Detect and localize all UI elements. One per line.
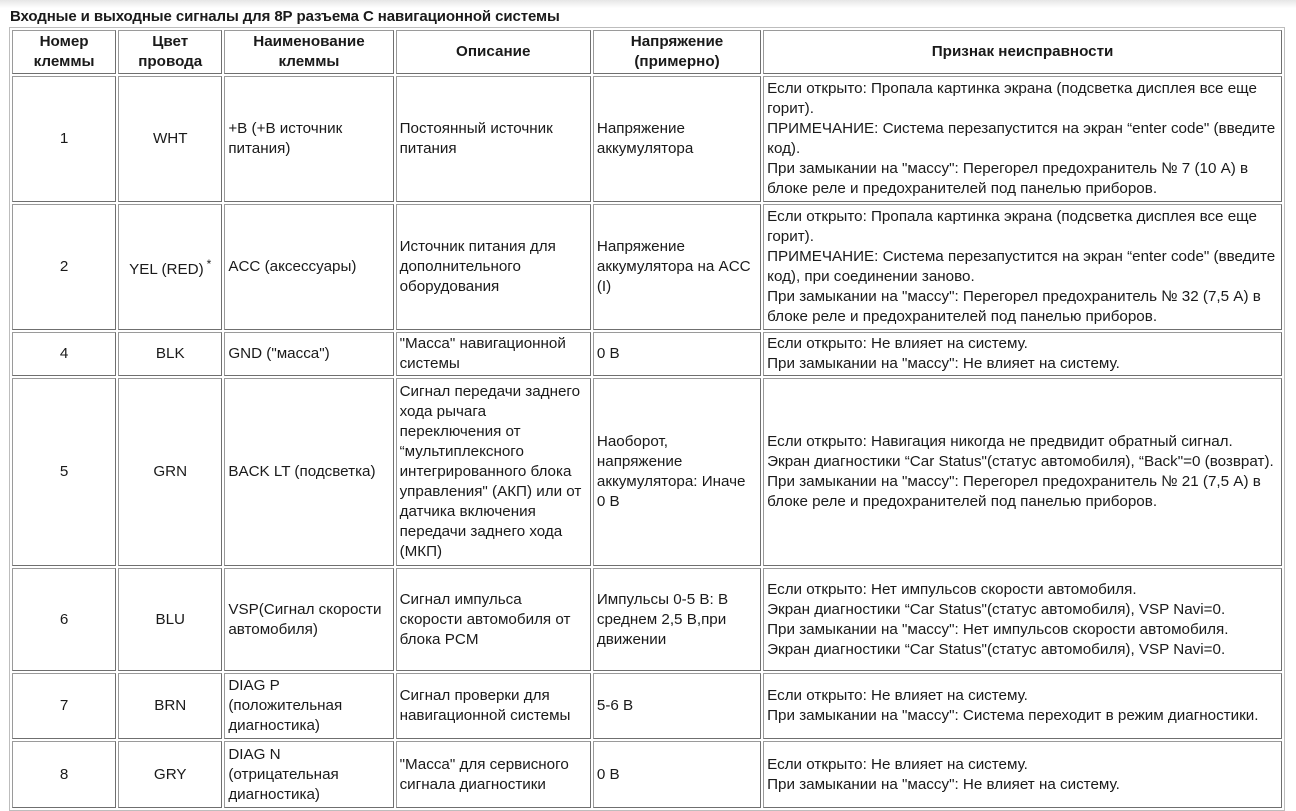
description-text: "Масса" навигационной системы [399,335,566,372]
voltage-cell [593,568,761,671]
fault-line: При замыкании на "массу": Перегорел предохранитель № 7 (10 А) в блоке реле и предохранителей под панелью приборов. [767,160,1249,197]
header-terminal-name [224,30,393,74]
wire-color-cell [118,332,222,376]
terminal-name: DIAG N (отрицательная диагностика) [228,745,339,803]
description-cell [396,741,591,808]
fault-line: При замыкании на "массу": Перегорел предохранитель № 32 (7,5 А) в блоке реле и предохранителей под панелью приборов. [767,288,1261,325]
wire-color: BLK [155,345,185,362]
pin-number: 5 [59,463,69,480]
voltage-text: 0 В [596,765,620,783]
fault-cell [763,673,1282,739]
terminal-name: VSP(Сигнал скорости автомобиля) [228,600,382,638]
fault-cell [763,76,1282,202]
fault-cell [763,204,1282,330]
pin-number-cell [12,741,116,808]
table-row [12,741,1282,808]
fault-cell [763,568,1282,671]
terminal-name-cell [224,76,393,202]
voltage-cell [593,741,761,808]
description-text: Сигнал передачи заднего хода рычага переключения от “мультиплексного интегрированного блока управления" (АКП) или от датчика включения передачи заднего хода (МКП) [399,383,582,560]
pin-number-cell [12,204,116,330]
wire-color-cell [118,378,222,566]
fault-line: Экран диагностики “Car Status"(статус автомобиля), “Back"=0 (возврат). [767,453,1274,470]
fault-line: При замыкании на "массу": Перегорел предохранитель № 21 (7,5 А) в блоке реле и предохранителей под панелью приборов. [767,473,1261,510]
table-row [12,204,1282,330]
voltage-cell [593,378,761,566]
header-text: провода [138,53,203,70]
top-shadow [0,0,1296,8]
wire-color-cell [118,204,222,330]
terminal-name: BACK LT (подсветка) [228,463,376,480]
header-fault-symptom [763,30,1282,74]
fault-line: При замыкании на "массу": Система переходит в режим диагностики. [767,707,1259,724]
fault-cell [763,378,1282,566]
fault-line: Если открыто: Не влияет на систему. [767,687,1028,704]
terminal-name-cell [224,204,393,330]
description-cell [396,378,591,566]
pin-number-cell [12,673,116,739]
description-cell [396,673,591,739]
wire-color: GRY [153,765,187,783]
fault-line: Экран диагностики “Car Status"(статус автомобиля), VSP Navi=0. [767,640,1226,658]
wire-color-cell [118,741,222,808]
header-description [396,30,591,74]
description-text: Сигнал проверки для навигационной системы [399,687,571,724]
wire-color-cell [118,76,222,202]
header-text: (примерно) [634,53,720,70]
voltage-text: Напряжение аккумулятора на ACC (I) [596,238,751,295]
header-text: Признак неисправности [931,43,1114,60]
pin-number-cell [12,332,116,376]
fault-line: Если открыто: Пропала картинка экрана (подсветка дисплея все еще горит). [767,208,1257,245]
pin-number-cell [12,76,116,202]
voltage-text: 5-6 В [596,697,634,714]
terminal-name: +B (+B источник питания) [228,120,343,157]
fault-cell [763,741,1282,808]
table-title: Входные и выходные сигналы для 8Р разъема С навигационной системы [10,8,560,25]
description-cell [396,76,591,202]
wire-color: GRN [153,463,188,480]
pin-number: 2 [59,258,69,275]
voltage-cell [593,76,761,202]
pinout-table [9,27,1285,811]
fault-line: Экран диагностики “Car Status"(статус автомобиля), VSP Navi=0. [767,600,1226,618]
description-cell [396,204,591,330]
wire-color-cell [118,568,222,671]
fault-line: ПРИМЕЧАНИЕ: Система перезапустится на экран “enter code" (введите код), при соединении заново. [767,248,1276,285]
voltage-cell [593,204,761,330]
description-text: Постоянный источник питания [399,120,553,157]
pin-number: 1 [59,130,69,147]
terminal-name: DIAG P (положительная диагностика) [228,677,343,734]
terminal-name: ACC (аксессуары) [228,258,357,275]
pin-number-cell [12,568,116,671]
header-voltage [593,30,761,74]
wire-color: BRN [154,697,187,714]
table-body [12,76,1282,808]
voltage-cell [593,673,761,739]
terminal-name: GND ("масса") [228,345,330,362]
terminal-name-cell [224,332,393,376]
fault-line: При замыкании на "массу": Не влияет на систему. [767,775,1120,793]
description-cell [396,568,591,671]
voltage-cell [593,332,761,376]
fault-line: Если открыто: Не влияет на систему. [767,755,1028,773]
fault-line: При замыкании на "массу": Нет импульсов скорости автомобиля. [767,620,1229,638]
table-row [12,673,1282,739]
fault-line: При замыкании на "массу": Не влияет на систему. [767,355,1120,372]
terminal-name-cell [224,568,393,671]
pin-number: 6 [59,610,69,628]
table-row [12,76,1282,202]
wire-color: WHT [152,130,188,147]
header-row [12,30,1282,74]
wire-color: BLU [155,610,185,628]
header-text: клеммы [33,53,95,70]
table-row [12,378,1282,566]
header-text: Цвет [152,33,189,50]
description-text: Сигнал импульса скорости автомобиля от блока PCM [399,590,571,648]
description-text: Источник питания для дополнительного оборудования [399,238,556,295]
fault-line: Если открыто: Пропала картинка экрана (подсветка дисплея все еще горит). [767,80,1257,117]
header-pin-number [12,30,116,74]
header-text: клеммы [278,53,340,70]
fault-line: Если открыто: Не влияет на систему. [767,335,1028,352]
header-wire-color [118,30,222,74]
header-text: Наименование [253,33,365,50]
header-text: Описание [456,43,531,60]
description-cell [396,332,591,376]
table-row [12,332,1282,376]
header-text: Номер [39,33,89,50]
voltage-text: Напряжение аккумулятора [596,120,694,157]
voltage-text: 0 В [596,345,620,362]
pin-number: 7 [59,697,69,714]
table-row [12,568,1282,671]
voltage-text: Импульсы 0-5 В: В среднем 2,5 В,при движении [596,590,729,648]
description-text: "Масса" для сервисного сигнала диагностики [399,755,569,793]
fault-line: Если открыто: Навигация никогда не предвидит обратный сигнал. [767,433,1233,450]
wire-color: YEL (RED) [129,261,204,278]
terminal-name-cell [224,378,393,566]
terminal-name-cell [224,741,393,808]
wire-color-cell [118,673,222,739]
fault-cell [763,332,1282,376]
pin-number-cell [12,378,116,566]
pin-number: 8 [59,765,69,783]
header-text: Напряжение [630,33,724,50]
fault-line: ПРИМЕЧАНИЕ: Система перезапустится на экран “enter code" (введите код). [767,120,1276,157]
fault-line: Если открыто: Нет импульсов скорости автомобиля. [767,580,1137,598]
footnote-mark: * [206,257,212,271]
terminal-name-cell [224,673,393,739]
pin-number: 4 [59,345,69,362]
voltage-text: Наоборот, напряжение аккумулятора: Иначе 0 В [596,433,746,510]
